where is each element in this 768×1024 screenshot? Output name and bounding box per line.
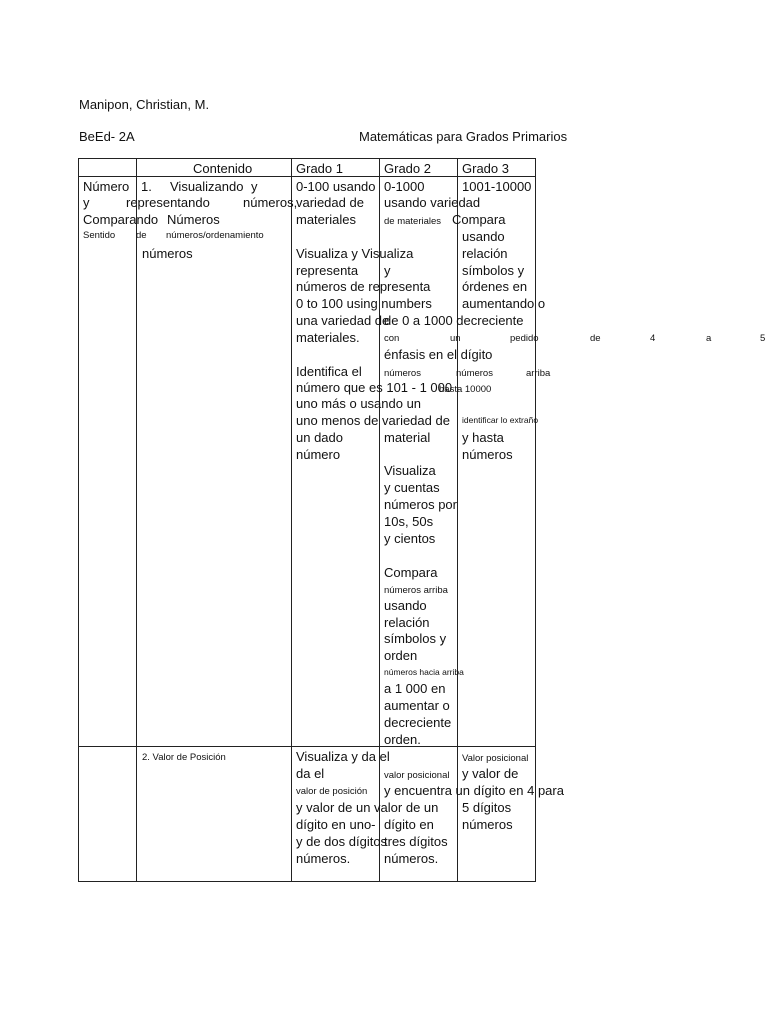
subject-title: Matemáticas para Grados Primarios <box>359 129 568 144</box>
cell-text: dígito en uno- <box>296 817 376 832</box>
cell-text: identificar lo extraño <box>462 415 539 425</box>
cell-text: aumentar o <box>384 698 450 713</box>
cell-text: representa <box>296 263 359 278</box>
cell-text: y hasta <box>462 430 504 445</box>
cell-text: Número <box>83 179 130 194</box>
cell-text: usando <box>384 598 427 613</box>
cell-text: números, <box>243 195 298 210</box>
cell-text: énfasis en el dígito <box>384 347 493 362</box>
cell-text: símbolos y <box>384 631 447 646</box>
cell-text: materiales. <box>296 330 360 345</box>
column-divider-3 <box>379 158 380 882</box>
row-divider <box>78 746 536 747</box>
cell-text: números <box>142 246 193 261</box>
cell-text: decreciente <box>384 715 452 730</box>
cell-text: arriba <box>526 368 551 379</box>
cell-text: variedad de <box>296 195 364 210</box>
cell-text: orden. <box>384 732 421 747</box>
header-grado-1: Grado 1 <box>296 161 343 176</box>
cell-text: a 1 000 en <box>384 681 446 696</box>
cell-text: 4 <box>650 333 656 344</box>
cell-text: aumentando o <box>462 296 546 311</box>
cell-text: Compara <box>384 565 438 580</box>
cell-text: Visualiza <box>384 463 436 478</box>
cell-text: usando <box>462 229 505 244</box>
cell-text: relación <box>462 246 508 261</box>
cell-text: números <box>456 368 493 379</box>
cell-text: Visualizando <box>170 179 244 194</box>
cell-text: Comparando <box>83 212 159 227</box>
cell-text: relación <box>384 615 430 630</box>
cell-text: a <box>706 333 712 344</box>
cell-text: pedido <box>510 333 539 344</box>
cell-text: número <box>296 447 341 462</box>
cell-text: números. <box>296 851 351 866</box>
cell-text: 0 to 100 using numbers <box>296 296 432 311</box>
cell-text: y encuentra un dígito en 4 para <box>384 783 564 798</box>
cell-text: números por <box>384 497 457 512</box>
cell-text: uno más o usando un <box>296 396 422 411</box>
table-border-left <box>78 158 79 882</box>
cell-text: 0-100 usando <box>296 179 376 194</box>
cell-text: y <box>384 263 391 278</box>
cell-text: tres dígitos <box>384 834 448 849</box>
cell-text: Números <box>167 212 220 227</box>
cell-text: y cuentas <box>384 480 440 495</box>
cell-text: valor posicional <box>384 770 450 781</box>
student-name: Manipon, Christian, M. <box>79 97 210 112</box>
column-divider-4 <box>457 158 458 882</box>
cell-text: 0-1000 <box>384 179 425 194</box>
cell-text: valor de posición <box>296 786 368 797</box>
cell-text: de materiales <box>384 216 442 227</box>
cell-text: órdenes en <box>462 279 528 294</box>
cell-text: material <box>384 430 431 445</box>
cell-text: y <box>251 179 258 194</box>
cell-text: representando <box>126 195 210 210</box>
header-contenido: Contenido <box>193 161 253 176</box>
cell-text: Valor posicional <box>462 753 529 764</box>
cell-text: y valor de <box>462 766 519 781</box>
cell-text: un dado <box>296 430 343 445</box>
cell-text: 5 dígitos <box>462 800 512 815</box>
table-border-right <box>535 158 536 882</box>
cell-text: y cientos <box>384 531 436 546</box>
cell-text: 1. <box>141 179 152 194</box>
table-border-bottom <box>78 881 536 882</box>
cell-text: de <box>590 333 601 344</box>
cell-text: dígito en <box>384 817 434 832</box>
column-divider-2 <box>291 158 292 882</box>
cell-text: Compara <box>452 212 506 227</box>
cell-text: un <box>450 333 461 344</box>
column-divider-1 <box>136 158 137 882</box>
cell-text: número que es 101 - 1 000 <box>296 380 453 395</box>
cell-text: con <box>384 333 400 344</box>
cell-text: números <box>384 368 421 379</box>
cell-text: números. <box>384 851 439 866</box>
cell-text: números hacia arriba <box>384 667 464 677</box>
cell-text: 10s, 50s <box>384 514 434 529</box>
cell-text: números <box>462 817 513 832</box>
cell-text: materiales <box>296 212 356 227</box>
cell-text: números arriba <box>384 585 448 596</box>
header-grado-3: Grado 3 <box>462 161 509 176</box>
cell-text: 2. Valor de Posición <box>142 752 226 763</box>
cell-text: números <box>462 447 513 462</box>
cell-text: una variedad de <box>296 313 390 328</box>
cell-text: de 0 a 1000 decreciente <box>384 313 524 328</box>
course-label: BeEd- 2A <box>79 129 135 144</box>
cell-text: uno menos de variedad de <box>296 413 450 428</box>
cell-text: da el <box>296 766 325 781</box>
cell-text: símbolos y <box>462 263 525 278</box>
cell-text: Identifica el <box>296 364 362 379</box>
cell-text: de <box>136 230 147 241</box>
cell-text: hasta 10000 <box>439 384 492 395</box>
cell-text: 5 <box>760 333 766 344</box>
cell-text: 1001-10000 <box>462 179 532 194</box>
cell-text: y valor de un valor de un <box>296 800 439 815</box>
cell-text: Sentido <box>83 230 116 241</box>
cell-text: Visualiza y da el <box>296 749 390 764</box>
cell-text: números/ordenamiento <box>166 230 264 241</box>
header-grado-2: Grado 2 <box>384 161 431 176</box>
cell-text: y <box>83 195 90 210</box>
cell-text: orden <box>384 648 418 663</box>
cell-text: usando variedad <box>384 195 481 210</box>
table-border-top <box>78 158 536 159</box>
cell-text: números de representa <box>296 279 431 294</box>
cell-text: y de dos dígitos <box>296 834 388 849</box>
cell-text: Visualiza y Visualiza <box>296 246 414 261</box>
